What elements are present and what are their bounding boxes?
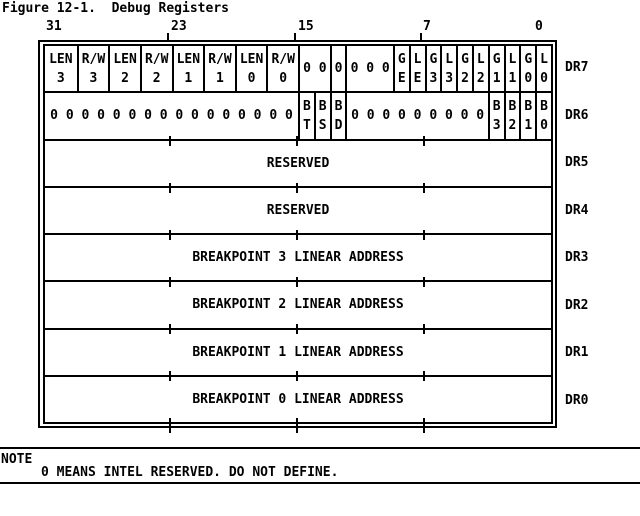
dr4-reserved-text: RESERVED: [266, 202, 330, 218]
tick-mark: [423, 136, 425, 146]
tick-mark: [169, 183, 171, 193]
tick-mark: [296, 277, 298, 287]
dr3-label: DR3: [565, 250, 589, 266]
dr7-ge-cell: G E: [393, 46, 409, 91]
dr0-breakpoint-text: BREAKPOINT 0 LINEAR ADDRESS: [192, 391, 404, 407]
tick-mark: [420, 33, 422, 41]
dr7-l2-cell: L 2: [472, 46, 488, 91]
tick-mark: [169, 136, 171, 146]
tick-mark: [169, 371, 171, 381]
dr6-label: DR6: [565, 107, 589, 123]
figure-title: Figure 12-1. Debug Registers: [2, 1, 229, 16]
dr2-label: DR2: [565, 297, 589, 313]
dr7-l0-cell: L 0: [535, 46, 551, 91]
dr7-g0-cell: G 0: [519, 46, 535, 91]
dr6-zero-bits-12-4-cell: 0 0 0 0 0 0 0 0 0: [345, 93, 487, 138]
tick-mark: [296, 136, 298, 146]
note-bottom-rule: [0, 482, 640, 484]
dr7-len1-cell: LEN 1: [172, 46, 204, 91]
dr7-g3-cell: G 3: [425, 46, 441, 91]
dr6-bs-cell: B S: [314, 93, 330, 138]
note-top-rule: [0, 447, 640, 449]
register-name-column: [565, 44, 605, 424]
tick-mark: [296, 230, 298, 240]
dr7-len2-cell: LEN 2: [108, 46, 140, 91]
dr7-rw2-cell: R/W 2: [140, 46, 172, 91]
bit-label-15: 15: [298, 19, 314, 34]
tick-mark: [423, 324, 425, 334]
register-rows: [43, 44, 553, 424]
dr3-breakpoint-text: BREAKPOINT 3 LINEAR ADDRESS: [192, 250, 404, 266]
tick-mark: [169, 418, 171, 433]
dr2-row: [45, 280, 551, 327]
tick-mark: [296, 324, 298, 334]
dr7-rw3-cell: R/W 3: [77, 46, 109, 91]
dr6-b1-cell: B 1: [519, 93, 535, 138]
bit-label-31: 31: [46, 19, 62, 34]
dr7-le-cell: L E: [409, 46, 425, 91]
dr4-label: DR4: [565, 202, 589, 218]
tick-mark: [296, 371, 298, 381]
dr1-breakpoint-text: BREAKPOINT 1 LINEAR ADDRESS: [192, 344, 404, 360]
dr7-l3-cell: L 3: [440, 46, 456, 91]
bit-label-0: 0: [535, 19, 543, 34]
dr7-zero-bits-15-14-cell: 0 0: [298, 46, 330, 91]
tick-mark: [167, 33, 169, 41]
tick-mark: [423, 183, 425, 193]
tick-mark: [423, 277, 425, 287]
dr7-len0-cell: LEN 0: [235, 46, 267, 91]
tick-mark: [169, 324, 171, 334]
dr7-row: [45, 46, 551, 91]
tick-mark: [294, 33, 296, 41]
dr1-label: DR1: [565, 345, 589, 361]
dr5-row: [45, 139, 551, 186]
dr6-bd-cell: B D: [330, 93, 346, 138]
dr7-g2-cell: G 2: [456, 46, 472, 91]
dr5-reserved-text: RESERVED: [266, 155, 330, 171]
dr1-row: [45, 328, 551, 375]
dr7-l1-cell: L 1: [504, 46, 520, 91]
bit-label-7: 7: [423, 19, 431, 34]
tick-mark: [296, 183, 298, 193]
dr6-zero-bits-31-16-cell: 0 0 0 0 0 0 0 0 0 0 0 0 0 0 0 0: [50, 108, 293, 124]
dr7-rw0-cell: R/W 0: [266, 46, 298, 91]
dr0-label: DR0: [565, 392, 589, 408]
dr7-len3-cell: LEN 3: [49, 51, 73, 86]
tick-mark: [169, 277, 171, 287]
dr3-row: [45, 233, 551, 280]
tick-mark: [423, 371, 425, 381]
tick-mark: [423, 230, 425, 240]
dr7-zero-bit-13-cell: 0: [330, 46, 346, 91]
dr7-zero-bits-12-10-cell: 0 0 0: [345, 46, 392, 91]
tick-mark: [169, 230, 171, 240]
dr5-label: DR5: [565, 155, 589, 171]
dr6-row: [45, 91, 551, 138]
tick-mark: [296, 418, 298, 433]
note-text: 0 MEANS INTEL RESERVED. DO NOT DEFINE.: [41, 465, 339, 480]
tick-mark: [423, 418, 425, 433]
dr4-row: [45, 186, 551, 233]
dr6-bt-cell: B T: [298, 93, 314, 138]
dr7-label: DR7: [565, 60, 589, 76]
dr6-b2-cell: B 2: [504, 93, 520, 138]
bit-label-23: 23: [171, 19, 187, 34]
dr6-b0-cell: B 0: [535, 93, 551, 138]
dr6-b3-cell: B 3: [488, 93, 504, 138]
note-heading: NOTE: [1, 452, 33, 467]
dr2-breakpoint-text: BREAKPOINT 2 LINEAR ADDRESS: [192, 297, 404, 313]
dr7-g1-cell: G 1: [488, 46, 504, 91]
dr0-row: [45, 375, 551, 422]
dr7-rw1-cell: R/W 1: [203, 46, 235, 91]
